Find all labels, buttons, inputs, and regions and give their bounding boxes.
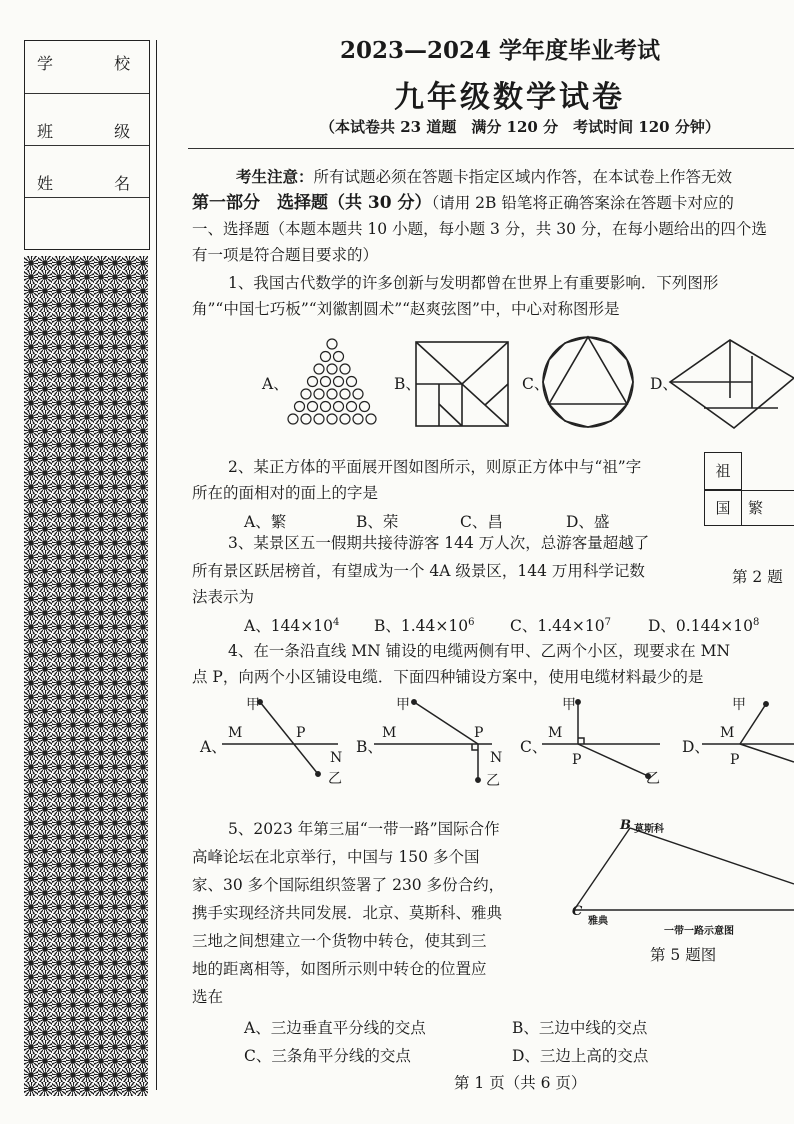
q4-line1: 4、在一条沿直线 MN 铺设的电缆两侧有甲、乙两个小区，现要求在 MN	[228, 642, 731, 660]
q5-city-athens: 雅典	[588, 916, 608, 927]
q5-point-c: C	[572, 904, 583, 919]
triangle-dot	[340, 414, 350, 424]
q3-line1: 3、某景区五一假期共接待游客 144 万人次，总游客量超越了	[228, 534, 650, 552]
q4-option-c: C、	[520, 738, 548, 756]
q2-figure-caption: 第 2 题	[732, 568, 783, 586]
triangle-dot	[360, 402, 370, 412]
name-row	[25, 174, 159, 249]
decorative-binding-pattern	[24, 256, 148, 1096]
triangle-dot	[308, 377, 318, 387]
q1-option-a: A、	[262, 375, 289, 393]
q3-option-b	[374, 614, 475, 636]
q2-option-a: A、繁	[244, 513, 287, 531]
q1-option-b: B、	[394, 375, 421, 393]
triangle-dot	[334, 352, 344, 362]
q5-line5: 三地之间想建立一个货物中转仓，使其到三	[192, 932, 487, 950]
q4b-m: M	[382, 725, 397, 741]
triangle-dot	[366, 414, 376, 424]
q4-option-b: B、	[356, 738, 383, 756]
binding-divider-line	[156, 40, 157, 1090]
q4a-m: M	[228, 725, 243, 741]
triangle-dot	[321, 352, 331, 362]
q5-option-d: D、三边上高的交点	[512, 1047, 649, 1065]
triangle-dot	[327, 389, 337, 399]
q5-option-b: B、三边中线的交点	[512, 1019, 648, 1037]
triangle-dot	[314, 389, 324, 399]
triangle-dot	[327, 414, 337, 424]
q4c-m: M	[548, 725, 563, 741]
exam-main-title: 九年级数学试卷	[394, 80, 625, 115]
q3-option-a-exp: 4	[333, 616, 340, 628]
q3-option-b-base: B、1.44×10	[374, 617, 469, 635]
q2-net-cell-fan: 繁	[741, 490, 794, 526]
part1-heading-line	[192, 194, 734, 212]
q1-option-d: D、	[650, 375, 678, 393]
q1-figure-a-dot-triangle	[282, 336, 382, 432]
triangle-dot	[353, 414, 363, 424]
q3-option-a	[244, 614, 339, 636]
q5-city-moscow: 莫斯科	[634, 824, 664, 835]
q5-triangle-figure	[560, 814, 794, 924]
triangle-dot	[327, 339, 337, 349]
q4c-p: P	[572, 752, 582, 768]
notice-text: 所有试题必须在答题卡指定区域内作答，在本试卷上作答无效	[313, 168, 733, 186]
q1-line2: 角”“中国七巧板”“刘徽割圆术”“赵爽弦图”中，中心对称图形是	[192, 300, 620, 318]
q2-line2: 所在的面相对的面上的字是	[192, 484, 379, 502]
triangle-dot	[321, 402, 331, 412]
school-label: 学 校	[37, 54, 159, 73]
triangle-dot	[301, 414, 311, 424]
name-label: 姓 名	[37, 174, 159, 193]
q5-point-b: B	[620, 818, 631, 833]
q3-option-a-base: A、144×10	[244, 617, 333, 635]
q3-option-b-exp: 6	[468, 616, 475, 628]
part1-heading: 第一部分 选择题（共 30 分）	[192, 193, 432, 213]
class-label: 班 级	[37, 122, 159, 141]
q4b-p: P	[474, 725, 484, 741]
triangle-dot	[295, 402, 305, 412]
triangle-dot	[314, 364, 324, 374]
q2-option-d: D、盛	[566, 513, 610, 531]
q4a-p: P	[296, 725, 306, 741]
q4-figure-d	[700, 694, 794, 786]
triangle-dot	[301, 389, 311, 399]
exam-year-title: 2023—2024 学年度毕业考试	[340, 37, 661, 64]
part1-heading-note: （请用 2B 铅笔将正确答案涂在答题卡对应的	[431, 194, 734, 212]
q5-figure-note: 一带一路示意图	[664, 926, 734, 937]
q3-option-d	[648, 614, 759, 636]
student-info-box	[24, 40, 159, 250]
q2-net-cell-guo: 国	[704, 490, 742, 526]
q4c-yi: 乙	[646, 771, 660, 787]
q4d-jia: 甲	[732, 697, 746, 713]
triangle-dot	[334, 377, 344, 387]
header-rule	[188, 148, 794, 149]
q4d-p: P	[730, 752, 740, 768]
section-instruction-2: 有一项是符合题目要求的）	[192, 246, 379, 264]
triangle-dot	[353, 389, 363, 399]
q3-option-c-exp: 7	[604, 616, 611, 628]
q5-figure-caption: 第 5 题图	[650, 946, 717, 964]
q5-line4: 携手实现经济共同发展．北京、莫斯科、雅典	[192, 904, 503, 922]
q5-line3: 家、30 多个国际组织签署了 230 多份合约，	[192, 876, 505, 894]
q2-option-c: C、昌	[460, 513, 503, 531]
q1-figure-d-zhao-shuang	[668, 338, 794, 430]
q3-option-d-exp: 8	[753, 616, 760, 628]
q5-line6: 地的距离相等，如图所示则中转仓的位置应	[192, 960, 487, 978]
q3-option-d-base: D、0.144×10	[648, 617, 754, 635]
q5-line1: 5、2023 年第三届“一带一路”国际合作	[228, 820, 500, 838]
q4b-jia: 甲	[396, 697, 410, 713]
triangle-dot	[314, 414, 324, 424]
notice-label: 考生注意：	[236, 167, 314, 186]
triangle-dot	[340, 389, 350, 399]
triangle-dot	[340, 364, 350, 374]
q4b-yi: 乙	[486, 773, 500, 789]
q4a-n: N	[330, 750, 343, 766]
notice	[236, 168, 732, 186]
school-row	[25, 41, 159, 94]
q2-option-b: B、荣	[356, 513, 399, 531]
q4b-n: N	[490, 750, 503, 766]
triangle-dot	[334, 402, 344, 412]
q1-line1: 1、我国古代数学的许多创新与发明都曾在世界上有重要影响．下列图形	[228, 274, 719, 292]
exam-subtitle: （本试卷共 23 道题 满分 120 分 考试时间 120 分钟）	[320, 118, 720, 136]
q2-line1: 2、某正方体的平面展开图如图所示，则原正方体中与“祖”字	[228, 458, 642, 476]
triangle-dot	[347, 377, 357, 387]
q3-option-c-base: C、1.44×10	[510, 617, 605, 635]
q1-option-c: C、	[522, 375, 550, 393]
q2-net-cell-zu: 祖	[704, 452, 742, 490]
q5-line7: 选在	[192, 988, 224, 1006]
q1-figure-c-circle-polygon	[540, 334, 636, 430]
q4a-jia: 甲	[246, 697, 260, 713]
q4-option-d: D、	[682, 738, 710, 756]
q4-option-a: A、	[200, 738, 227, 756]
triangle-dot	[327, 364, 337, 374]
q5-line2: 高峰论坛在北京举行，中国与 150 多个国	[192, 848, 480, 866]
q5-option-a: A、三边垂直平分线的交点	[244, 1019, 426, 1037]
q3-line2: 所有景区跃居榜首，有望成为一个 4A 级景区，144 万用科学记数	[192, 562, 645, 580]
section-instruction-1: 一、选择题（本题本题共 10 小题，每小题 3 分，共 30 分，在每小题给出的四个选	[192, 220, 767, 238]
triangle-dot	[288, 414, 298, 424]
page-number: 第 1 页（共 6 页）	[454, 1074, 587, 1092]
triangle-dot	[347, 402, 357, 412]
q4c-jia: 甲	[562, 697, 576, 713]
q4a-yi: 乙	[328, 771, 342, 787]
triangle-dot	[321, 377, 331, 387]
q3-line3: 法表示为	[192, 588, 255, 606]
q5-option-c: C、三条角平分线的交点	[244, 1047, 411, 1065]
q4d-m: M	[720, 725, 735, 741]
triangle-dot	[308, 402, 318, 412]
q1-figure-b-tangram	[414, 340, 510, 428]
q4-line2: 点 P，向两个小区铺设电缆．下面四种铺设方案中，使用电缆材料最少的是	[192, 668, 704, 686]
q3-option-c	[510, 614, 611, 636]
